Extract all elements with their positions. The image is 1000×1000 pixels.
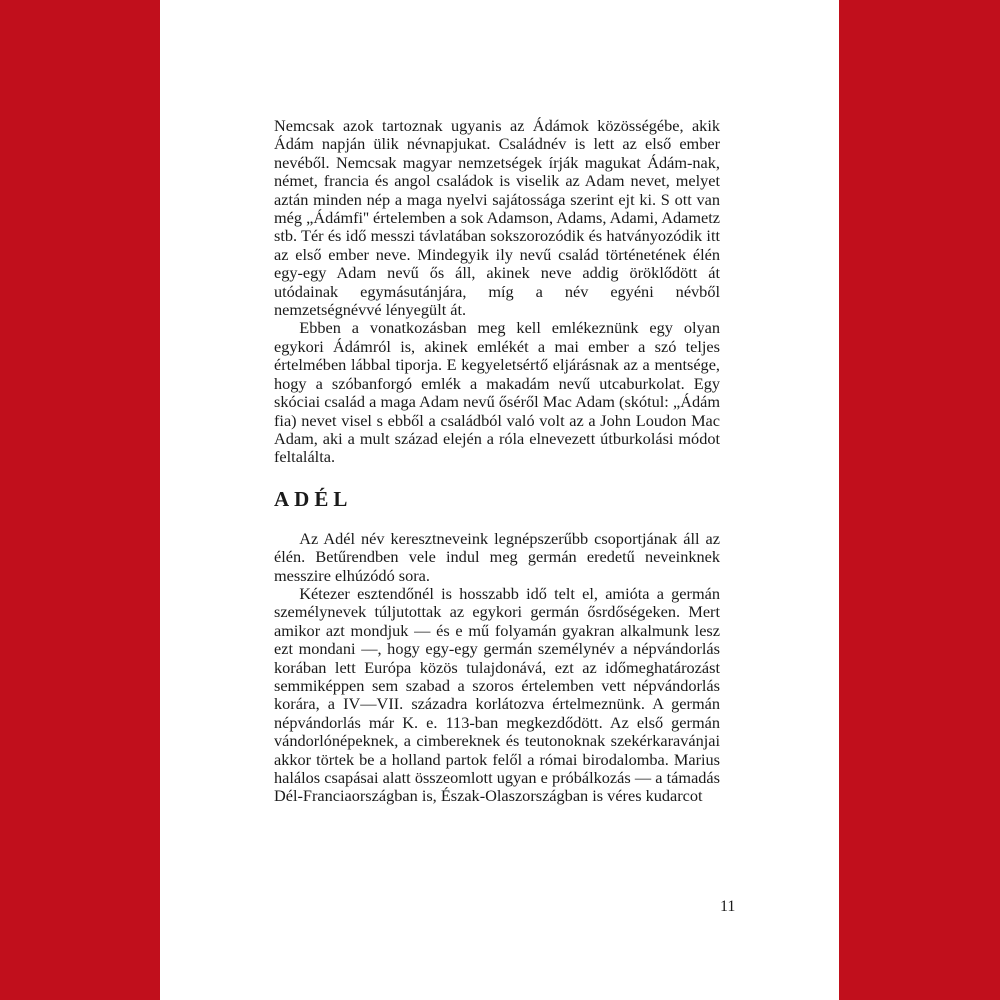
page-number: 11: [720, 898, 736, 915]
paragraph: Kétezer esztendőnél is hosszabb idő telt el, amióta a germán személynevek túljutottak az egykori germán ősrdőségeken. Mert amikor azt mondjuk — és e mű folyamán gyakran alkalmunk lesz ezt mondani —, hogy egy-egy germán személynév a népvándorlás korában lett Európa közös tulajdonává, ezt az időmeghatározást semmiképpen sem szabad a szoros értelemben vett népvándorlás korára, a IV—VII. századra korlátozva értelmeznünk. A germán népvándorlás már K. e. 113-ban megkezdődött. Az első germán vándorlónépeknek, a cimbereknek és teutonoknak szekérkaravánjai akkor törtek be a holland partok felől a római birodalomba. Marius halálos csapásai alatt összeomlott ugyan e próbálkozás — a támadás Dél-Franciaországban is, Észak-Olaszországban is véres kudarcot: [274, 583, 720, 806]
left-red-border: [0, 0, 160, 1000]
paragraph: Az Adél név keresztneveink legnépszerűbb csoportjának áll az élén. Betűrendben vele indul meg germán eredetű neveinknek messzire elhúzódó sora.: [274, 528, 720, 585]
page-text: [274, 117, 720, 806]
book-page: [160, 0, 839, 1000]
paragraph: Ebben a vonatkozásban meg kell emlékeznünk egy olyan egykori Ádámról is, akinek emlékét a mai ember a szó teljes értelmében lábbal tiporja. E kegyeletsértő eljárásnak az a mentsége, hogy a szóbanforgó emlék a makadám nevű utcaburkolat. Egy skóciai család a maga Adam nevű őséről Mac Adam (skótul: „Ádám fia) nevet visel s ebből a családból való volt az a John Loudon Mac Adam, aki a mult század elején a róla elnevezett útburkolási módot feltalálta.: [274, 318, 720, 467]
adel-section: [274, 530, 720, 806]
adam-section-continuation: [274, 117, 720, 467]
paragraph: Nemcsak azok tartoznak ugyanis az Ádámok közösségébe, akik Ádám napján ülik névnapjukat. Családnév is lett az első ember nevéből. Nemcsak magyar nemzetségek írják magukat Ádám-nak, német, francia és angol családok is viselik az Adam nevet, melyet aztán minden nép a maga nyelvi sajátossága szerint ejt ki. S ott van még „Ádámfi'' értelemben a sok Adamson, Adams, Adami, Adametz stb. Tér és idő messzi távlatában sokszorozódik és hatványozódik itt az első ember neve. Mindegyik ily nevű család történetének élén egy-egy Adam nevű ős áll, akinek neve addig öröklődött át utódainak egymásutánjára, míg a név egyéni névből nemzetségnévvé lényegült át.: [274, 116, 720, 320]
right-red-border: [839, 0, 1000, 1000]
section-heading: ADÉL: [274, 486, 353, 511]
